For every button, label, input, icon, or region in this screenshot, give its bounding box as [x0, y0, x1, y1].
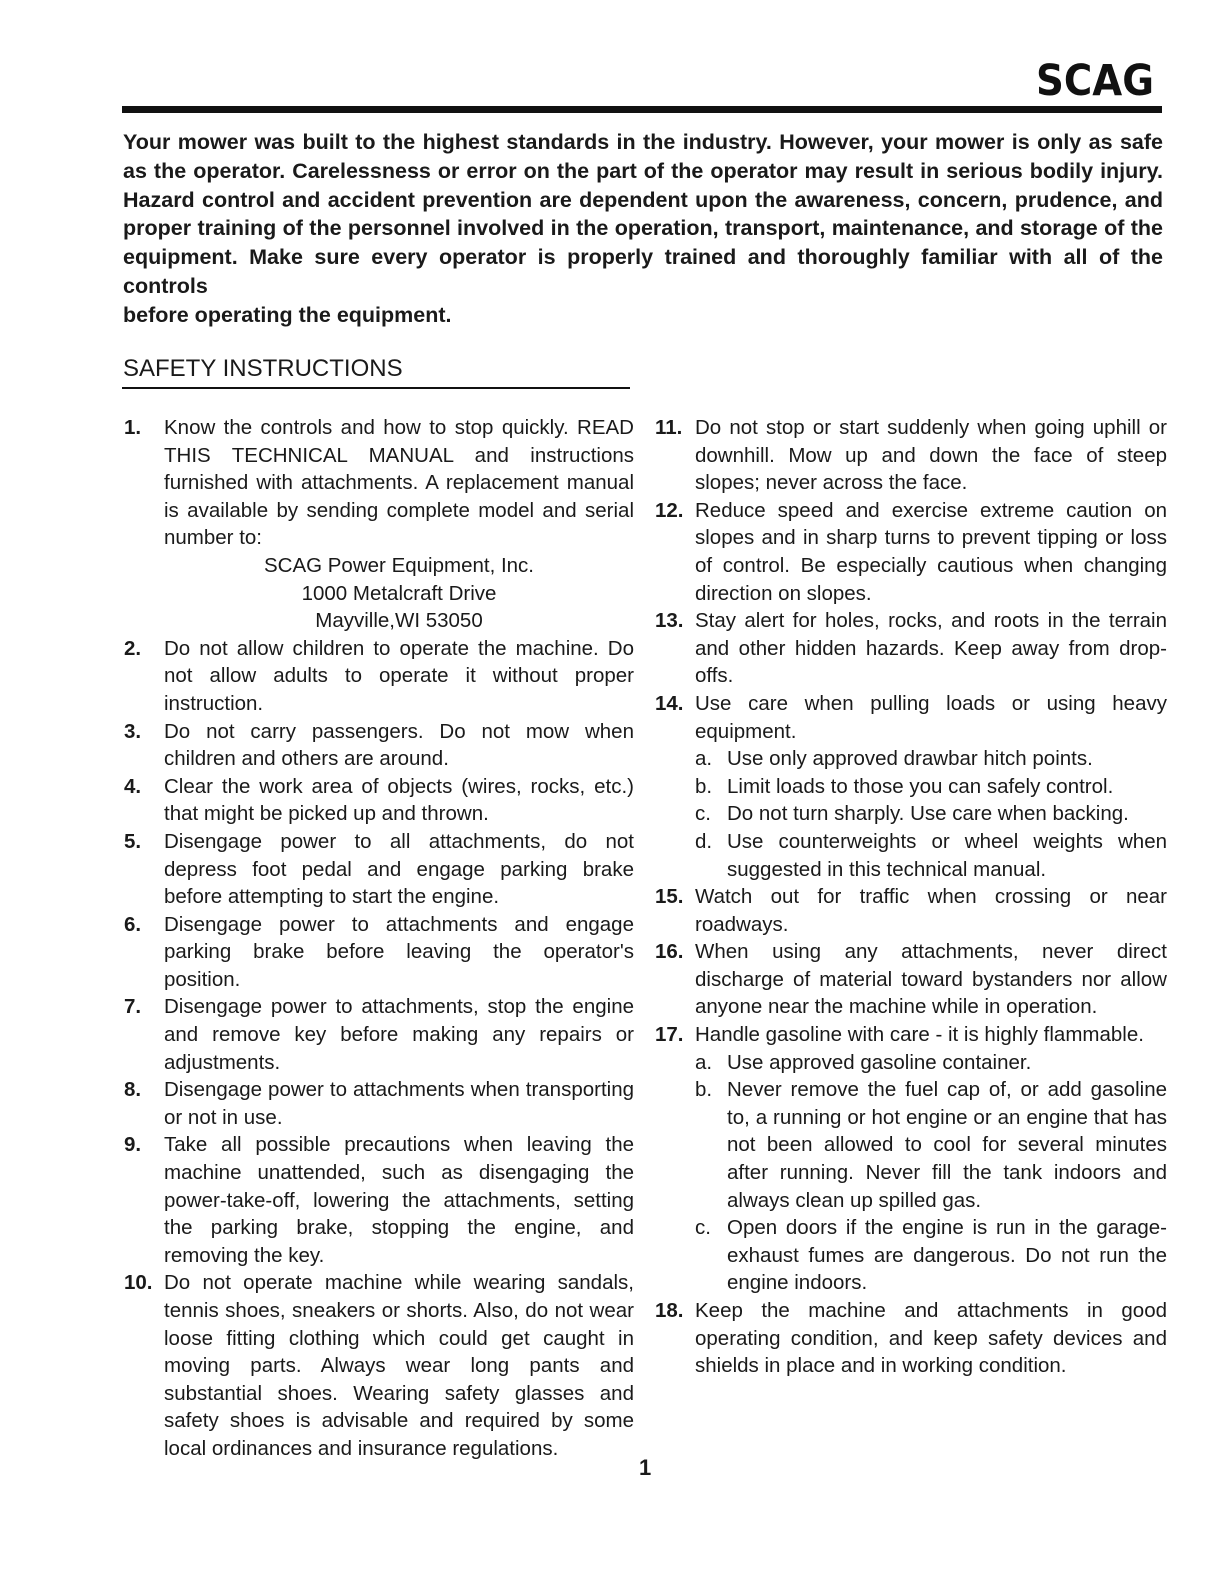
- sub-list: [695, 1049, 1167, 1297]
- item-number: 10.: [124, 1271, 153, 1295]
- page-number: 1: [639, 1455, 652, 1480]
- item-text: Reduce speed and exercise extreme caution on slopes and in sharp turns to prevent tipping or loss of control. Be especially cautious when changing direction on slopes.: [695, 498, 1167, 605]
- item-text: Disengage power to all attachments, do not depress foot pedal and engage parking brake before attempting to start the engine.: [164, 829, 634, 909]
- item-number: 15.: [655, 885, 684, 909]
- sub-text: Do not turn sharply. Use care when backing.: [727, 802, 1129, 826]
- item-number: 5.: [124, 829, 142, 853]
- address-city: Mayville,WI 53050: [315, 609, 483, 633]
- instruction-item-7: [124, 993, 634, 1076]
- instruction-item-10: [124, 1269, 634, 1462]
- intro-text: Your mower was built to the highest standards in the industry. However, your mower is only as safe as the operator. Carelessness or error on the part of the operator may result in serious bodily injury. Hazard control and accident prevention are dependent upon the awareness, concern, prudence, and proper training of the personnel involved in the operation, transport, maintenance, and storage of the equipment. Make sure every operator is properly trained and thoroughly familiar with all of the controls: [123, 130, 1163, 298]
- instructions-right-column: [655, 414, 1167, 1380]
- item-text: Disengage power to attachments, stop the engine and remove key before making any repairs or adjustments.: [164, 995, 634, 1074]
- instruction-item-17: [655, 1021, 1167, 1297]
- item-text: Disengage power to attachments and engage parking brake before leaving the operator's position.: [164, 912, 634, 991]
- item-number: 13.: [655, 609, 684, 633]
- sub-letter: a.: [695, 747, 713, 771]
- mailing-address: [164, 552, 634, 635]
- address-street: 1000 Metalcraft Drive: [301, 581, 497, 605]
- instruction-item-11: [655, 414, 1167, 497]
- instruction-item-13: [655, 607, 1167, 690]
- header-rule: [122, 106, 1162, 113]
- sub-letter: d.: [695, 829, 713, 853]
- item-text: When using any attachments, never direct discharge of material toward bystanders nor allow anyone near the machine while in operation.: [695, 940, 1167, 1019]
- item-number: 16.: [655, 940, 684, 964]
- sub-text: Use counterweights or wheel weights when suggested in this technical manual.: [727, 829, 1167, 881]
- instruction-item-12: [655, 497, 1167, 607]
- item-number: 4.: [124, 774, 142, 798]
- item-number: 1.: [124, 416, 142, 439]
- item-text: Do not operate machine while wearing sandals, tennis shoes, sneakers or shorts. Also, do not wear loose fitting clothing which could get caught in moving parts. Always wear long pants and substantial shoes. Wearing safety glasses and safety shoes is advisable and required by some local ordinances and insurance regulations.: [164, 1271, 634, 1460]
- sub-item: [695, 828, 1167, 883]
- address-company: SCAG Power Equipment, Inc.: [263, 553, 535, 577]
- item-number: 18.: [655, 1299, 684, 1322]
- item-number: 3.: [124, 719, 142, 743]
- instruction-item-3: [124, 718, 634, 773]
- sub-letter: c.: [695, 1216, 711, 1240]
- section-title-underline: [122, 387, 630, 389]
- item-text: Watch out for traffic when crossing or near roadways.: [695, 885, 1167, 936]
- sub-item: [695, 1214, 1167, 1297]
- item-text: Clear the work area of objects (wires, rocks, etc.) that might be picked up and thrown.: [164, 774, 634, 826]
- sub-letter: a.: [695, 1050, 713, 1074]
- item-number: 12.: [655, 498, 684, 522]
- item-text: Do not allow children to operate the machine. Do not allow adults to operate it without proper instruction.: [164, 636, 634, 715]
- sub-item: [695, 745, 1167, 773]
- instruction-item-6: [124, 911, 634, 994]
- item-text: Handle gasoline with care - it is highly flammable.: [695, 1023, 1144, 1047]
- item-number: 17.: [655, 1023, 684, 1047]
- intro-paragraph: [123, 128, 1163, 330]
- instruction-item-14: [655, 690, 1167, 883]
- instruction-item-1: [124, 414, 634, 635]
- section-title: SAFETY INSTRUCTIONS: [123, 355, 403, 382]
- sub-text: Use only approved drawbar hitch points.: [727, 747, 1093, 771]
- item-text: Know the controls and how to stop quickly. READ THIS TECHNICAL MANUAL and instructions furnished with attachments. A replacement manual is available by sending complete model and serial number to:: [164, 416, 634, 550]
- item-number: 6.: [124, 912, 142, 936]
- instruction-item-16: [655, 938, 1167, 1021]
- sub-item: [695, 800, 1167, 828]
- item-text: Stay alert for holes, rocks, and roots in the terrain and other hidden hazards. Keep away from drop-offs.: [695, 609, 1167, 688]
- item-number: 8.: [124, 1078, 142, 1102]
- item-number: 7.: [124, 995, 142, 1019]
- item-text: Do not stop or start suddenly when going uphill or downhill. Mow up and down the face of steep slopes; never across the face.: [695, 416, 1167, 495]
- intro-tail: before operating the equipment.: [123, 302, 452, 327]
- instruction-item-9: [124, 1131, 634, 1269]
- sub-letter: b.: [695, 1078, 713, 1102]
- sub-item: [695, 773, 1167, 801]
- item-text: Disengage power to attachments when transporting or not in use.: [164, 1078, 634, 1129]
- sub-letter: c.: [695, 802, 711, 826]
- item-number: 2.: [124, 636, 142, 660]
- instruction-item-8: [124, 1076, 634, 1131]
- sub-text: Never remove the fuel cap of, or add gasoline to, a running or hot engine or an engine that has not been allowed to cool for several minutes after running. Never fill the tank indoors and always clean up spilled gas.: [727, 1078, 1167, 1212]
- sub-list: [695, 745, 1167, 883]
- sub-item: [695, 1076, 1167, 1214]
- sub-letter: b.: [695, 774, 713, 798]
- instruction-item-4: [124, 773, 634, 828]
- scag-logo: SCAG: [1036, 56, 1154, 106]
- instruction-item-18: [655, 1297, 1167, 1380]
- instruction-item-2: [124, 635, 634, 718]
- sub-text: Open doors if the engine is run in the garage- exhaust fumes are dangerous. Do not run the engine indoors.: [727, 1216, 1167, 1295]
- item-number: 9.: [124, 1133, 142, 1157]
- item-text: Take all possible precautions when leaving the machine unattended, such as disengaging the power-take-off, lowering the attachments, setting the parking brake, stopping the engine, and removing the key.: [164, 1133, 634, 1267]
- instruction-item-5: [124, 828, 634, 911]
- sub-text: Limit loads to those you can safely control.: [727, 774, 1114, 798]
- item-number: 11.: [655, 416, 683, 439]
- instruction-item-15: [655, 883, 1167, 938]
- item-text: Do not carry passengers. Do not mow when children and others are around.: [164, 719, 634, 771]
- instructions-left-column: [124, 414, 634, 1463]
- item-number: 14.: [655, 691, 684, 715]
- item-text: Keep the machine and attachments in good operating condition, and keep safety devices and shields in place and in working condition.: [695, 1299, 1167, 1378]
- sub-text: Use approved gasoline container.: [727, 1050, 1032, 1074]
- item-text: Use care when pulling loads or using heavy equipment.: [695, 691, 1167, 743]
- sub-item: [695, 1049, 1167, 1077]
